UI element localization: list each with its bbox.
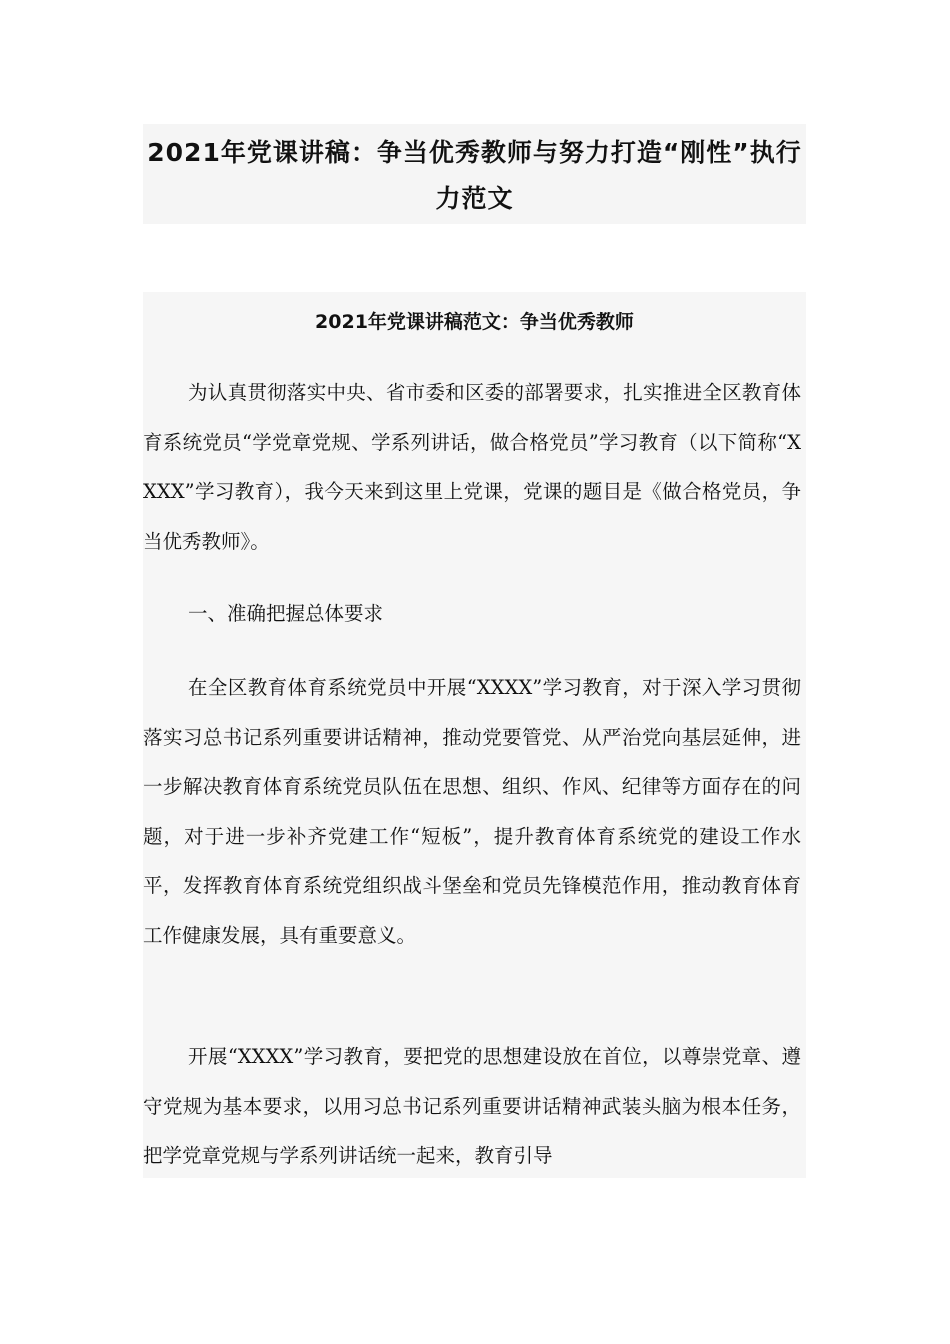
paragraph-requirements: 开展“XXXX”学习教育，要把党的思想建设放在首位，以尊崇党章、遵守党规为基本要求，以用习总书记系列重要讲话精神武装头脑为根本任务，把学党章党规与学系列讲话统一起来，教育引导 (143, 1045, 801, 1167)
title-block (143, 124, 806, 224)
section-heading: 一、准确把握总体要求 (188, 602, 384, 625)
paragraph-significance: 在全区教育体育系统党员中开展“XXXX”学习教育，对于深入学习贯彻落实习总书记系列重要讲话精神，推动党要管党、从严治党向基层延伸，进一步解决教育体育系统党员队伍在思想、组织、作风、纪律等方面存在的问题，对于进一步补齐党建工作“短板”，提升教育体育系统党的建设工作水平，发挥教育体育系统党组织战斗堡垒和党员先锋模范作用，推动教育体育工作健康发展，具有重要意义。 (143, 676, 801, 947)
document-body (143, 292, 806, 1178)
paragraph-intro: 为认真贯彻落实中央、省市委和区委的部署要求，扎实推进全区教育体育系统党员“学党章党规、学系列讲话，做合格党员”学习教育（以下简称“XXXX”学习教育），我今天来到这里上党课，党课的题目是《做合格党员，争当优秀教师》。 (143, 381, 801, 553)
section-subtitle: 2021年党课讲稿范文：争当优秀教师 (315, 311, 634, 333)
document-title: 2021年党课讲稿：争当优秀教师与努力打造“刚性”执行力范文 (147, 138, 802, 213)
